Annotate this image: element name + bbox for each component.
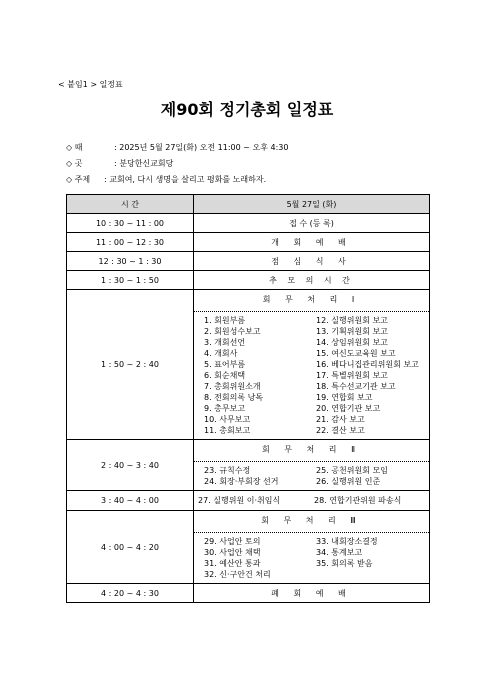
- list-item: 4. 개회사: [204, 349, 238, 358]
- session2-row: [67, 440, 430, 491]
- session3-content: [194, 511, 430, 584]
- session3-items: [194, 533, 429, 583]
- attachment-label: < 붙임1 > 일정표: [58, 80, 123, 89]
- list-item: 17. 특별위원회 보고: [316, 371, 388, 380]
- theme-value: : 교회여, 다시 생명을 살리고 평화를 노래하자.: [104, 175, 267, 184]
- where-value: : 분당한신교회당: [114, 159, 174, 168]
- header-date: 5월 27일 (화): [194, 195, 430, 214]
- info-where: [66, 158, 173, 169]
- list-item: 35. 회의록 받음: [316, 559, 373, 568]
- session3-title: 회 무 처 리 Ⅲ: [261, 516, 362, 525]
- when-label: ◇ 때: [66, 143, 83, 152]
- list-item: 30. 사업안 채택: [204, 548, 261, 557]
- session1-content: [194, 290, 430, 440]
- table-header-row: [67, 195, 430, 214]
- row-time: 11 : 00 ~ 12 : 30: [67, 233, 194, 252]
- session2-title: 회 무 처 리 Ⅱ: [261, 445, 362, 454]
- closing-time: 4 : 20 ~ 4 : 30: [67, 584, 194, 603]
- list-item: 32. 신·구안건 처리: [204, 570, 271, 579]
- when-value: : 2025년 5월 27일(화) 오전 11:00 ~ 오후 4:30: [114, 143, 289, 152]
- session2-time: 2 : 40 ~ 3 : 40: [67, 440, 194, 491]
- session1-title: 회 무 처 리 Ⅰ: [262, 295, 361, 304]
- row-event: 점 심 식 사: [194, 252, 430, 271]
- list-item: 10. 사무보고: [204, 415, 251, 424]
- session3-row: [67, 511, 430, 584]
- list-item: 34. 통계보고: [316, 548, 363, 557]
- list-item: 33. 내회장소결정: [316, 537, 378, 546]
- closing-row: [67, 584, 430, 603]
- list-item: 21. 감사 보고: [316, 415, 365, 424]
- schedule-table: [66, 194, 430, 603]
- list-item: 22. 결산 보고: [316, 426, 365, 435]
- theme-label: ◇ 주제: [66, 175, 91, 184]
- info-theme: [66, 174, 266, 185]
- list-item: 15. 여신도교육원 보고: [316, 349, 396, 358]
- list-item: 8. 전회의록 낭독: [204, 393, 264, 402]
- table-row: [67, 271, 430, 290]
- list-item: 26. 실행위원 인준: [316, 477, 381, 486]
- list-item: 5. 표어부름: [204, 360, 246, 369]
- where-label: ◇ 곳: [66, 159, 83, 168]
- list-item: 14. 상임위원회 보고: [316, 338, 388, 347]
- list-item: 9. 총무보고: [204, 404, 246, 413]
- list-item: 11. 총회보고: [204, 426, 251, 435]
- session2-content: [194, 440, 430, 491]
- list-item: 18. 특수선교기관 보고: [316, 382, 396, 391]
- row-time: 10 : 30 ~ 11 : 00: [67, 214, 194, 233]
- document-title: 제90회 정기총회 일정표: [160, 100, 334, 119]
- info-when: [66, 142, 288, 153]
- table-row: [67, 214, 430, 233]
- row-time: 12 : 30 ~ 1 : 30: [67, 252, 194, 271]
- break-content: [194, 491, 430, 511]
- list-item: 12. 실행위원회 보고: [316, 316, 388, 325]
- break-row: [67, 491, 430, 511]
- table-row: [67, 233, 430, 252]
- break-items: [194, 494, 429, 508]
- list-item: 27. 실행위원 이·취임식: [198, 495, 281, 505]
- list-item: 2. 회원성수보고: [204, 327, 261, 336]
- list-item: 23. 규칙수정: [204, 466, 251, 475]
- list-item: 3. 개회선언: [204, 338, 246, 347]
- session1-row: [67, 290, 430, 440]
- list-item: 31. 예산안 통과: [204, 559, 261, 568]
- closing-event: 폐 회 예 배: [194, 584, 430, 603]
- list-item: 25. 공천위원회 모임: [316, 466, 388, 475]
- session3-time: 4 : 00 ~ 4 : 20: [67, 511, 194, 584]
- row-event: 접 수 (등 록): [194, 214, 430, 233]
- list-item: 7. 총회위원소개: [204, 382, 261, 391]
- list-item: 24. 회장·부회장 선거: [204, 477, 279, 486]
- table-row: [67, 252, 430, 271]
- list-item: 16. 베다니집관리위원회 보고: [316, 360, 419, 369]
- header-time: 시 간: [67, 195, 194, 214]
- session2-items: [194, 462, 429, 490]
- session1-time: 1 : 50 ~ 2 : 40: [67, 290, 194, 440]
- list-item: 28. 연합기관위원 파송식: [314, 495, 402, 505]
- list-item: 29. 사업안 토의: [204, 537, 261, 546]
- list-item: 20. 연합기관 보고: [316, 404, 381, 413]
- session1-items: [194, 312, 429, 439]
- list-item: 13. 기획위원회 보고: [316, 327, 388, 336]
- row-event: 추 모 의 시 간: [194, 271, 430, 290]
- list-item: 19. 연합회 보고: [316, 393, 373, 402]
- row-event: 개 회 예 배: [194, 233, 430, 252]
- list-item: 6. 회순채택: [204, 371, 246, 380]
- break-time: 3 : 40 ~ 4 : 00: [67, 491, 194, 511]
- list-item: [316, 570, 429, 580]
- row-time: 1 : 30 ~ 1 : 50: [67, 271, 194, 290]
- list-item: 1. 회원부름: [204, 316, 246, 325]
